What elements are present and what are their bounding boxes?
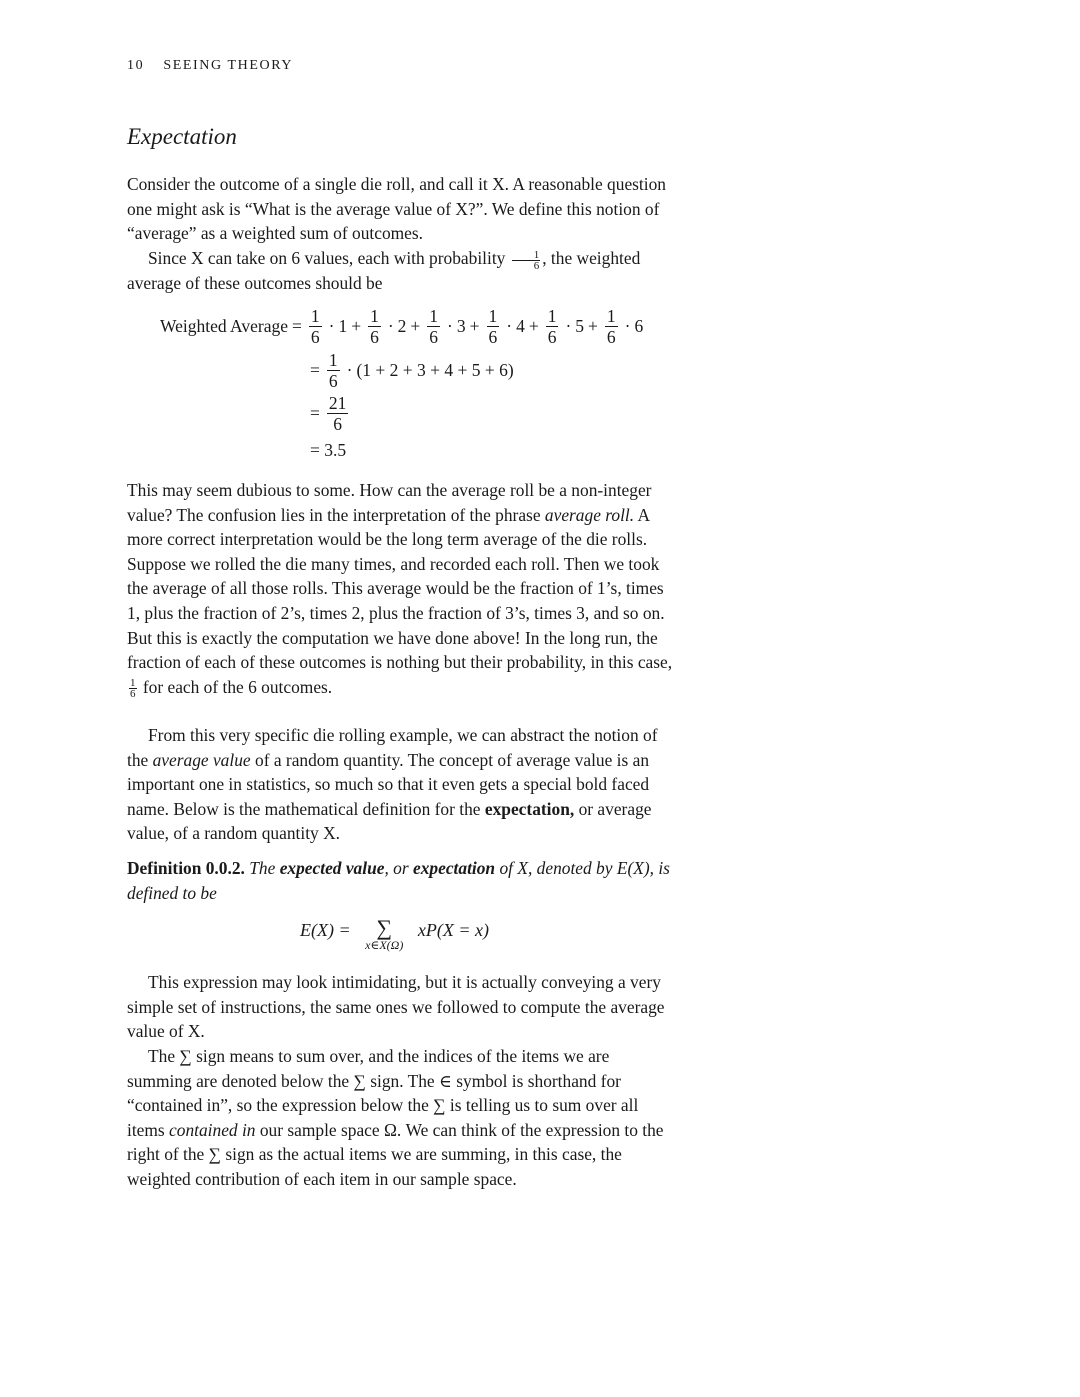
paragraph-interpretation (127, 478, 675, 699)
term-fraction (309, 306, 322, 347)
fraction-numerator: 1 (328, 350, 338, 370)
fraction-numerator: 21 (328, 393, 347, 413)
paragraph-probability-text-a: Since X can take on 6 values, each with probability (148, 248, 506, 268)
plus-sign: + (588, 316, 598, 336)
multiply-dot: · (328, 316, 335, 336)
fraction-denominator: 6 (328, 371, 338, 391)
fraction-denominator: 6 (606, 327, 616, 347)
equation-row-2-sum: (1 + 2 + 3 + 4 + 5 + 6) (356, 360, 514, 380)
paragraph-interpretation-text-b: A more correct interpretation would be the long term average of the die rolls. Suppose we rolled the die many times, and recorded each roll. Then we took the average of all those rolls. This average would be the fraction of 1’s, times 1, plus the fraction of 2’s, times 2, plus the fraction of 3’s, times 3, and so on. But this is exactly the computation we have done above! In the long run, the fraction of each of these outcomes is nothing but their probability, in this case, (127, 504, 673, 673)
equation-row-2: = $\frac{1}{6}$ · (1 + 2 + 3 + 4 + 5 + 6) (310, 350, 514, 391)
running-head (127, 58, 293, 74)
inline-fraction-denominator: 6 (130, 688, 136, 701)
summation (365, 915, 404, 952)
term-value: 5 (575, 316, 585, 336)
multiply-dot: · (447, 316, 453, 336)
inline-fraction-numerator: 1 (512, 250, 541, 261)
fraction-numerator: 1 (370, 306, 379, 326)
term-fraction (487, 306, 500, 347)
definition-term-expectation: expectation (413, 858, 496, 878)
fraction-denominator: 6 (333, 414, 342, 434)
term-fraction (427, 306, 440, 347)
fraction-numerator: 1 (547, 306, 557, 326)
inline-fraction (129, 678, 137, 699)
equation-row-4 (310, 440, 346, 461)
expectation-lhs: E(X) = (300, 920, 351, 940)
fraction-denominator: 6 (547, 327, 557, 347)
paragraph-abstraction-text-c: or average value, of a random quantity X. (127, 798, 652, 844)
paragraph-probability (127, 246, 675, 295)
equation-row-2-fraction (327, 350, 340, 391)
paragraph-sigma (127, 1044, 675, 1192)
equation-row-3: = $\frac{21}{6}$ (310, 393, 347, 434)
equation-row-1-terms (306, 306, 643, 347)
plus-sign: + (351, 316, 362, 336)
paragraph-abstraction (127, 723, 675, 846)
equation-row-3-fraction (327, 393, 349, 434)
paragraph-explanation: This expression may look intimidating, but it is actually conveying a very simple set of instructions, the same ones we followed to compute the average value of X. (127, 972, 665, 1042)
fraction-denominator: 6 (488, 327, 498, 347)
plus-sign: + (410, 316, 421, 336)
paragraph-probability-text-b: , the weighted average of these outcomes should be (127, 248, 641, 293)
equation-result: = 3.5 (310, 440, 347, 460)
summation-index: x∈X(Ω) (365, 938, 404, 952)
paragraph-intro: Consider the outcome of a single die roll, and call it X. A reasonable question one might ask is “What is the average value of X?”. We define this notion of “average” as a weighted sum of outcomes. (127, 174, 666, 244)
definition-label: Definition 0.0.2. (127, 858, 245, 878)
definition-term-expected-value: expected value (279, 858, 385, 878)
term-expectation: expectation, (484, 798, 575, 819)
book-title: SEEING THEORY (163, 58, 294, 73)
paragraph-abstraction-text-a: From this very specific die rolling example, we can abstract the notion of the (127, 725, 658, 770)
definition-text-b: , or (384, 858, 409, 878)
definition-text-a: The (249, 858, 276, 878)
expectation-rhs: xP(X = x) (417, 920, 489, 940)
term-value: 2 (397, 316, 407, 336)
term-value: 4 (516, 316, 525, 336)
term-average-value: average value (152, 749, 251, 770)
multiply-dot: · (506, 316, 513, 336)
fraction-denominator: 6 (370, 327, 379, 347)
definition-text-c: of X, denoted by E(X), is defined to be (127, 858, 670, 903)
term-fraction (368, 306, 381, 347)
plus-sign: + (469, 316, 480, 336)
term-average-roll: average roll. (544, 504, 635, 525)
term-value: 1 (338, 316, 348, 336)
fraction-numerator: 1 (310, 306, 320, 326)
paragraph-sigma-text-b: our sample space Ω. We can think of the expression to the right of the ∑ sign as the actual items we are summing, in this case, the weighted contribution of each item in our sample space. (127, 1119, 664, 1189)
multiply-dot: · (565, 316, 572, 336)
equation-lhs: Weighted Average (160, 316, 289, 336)
inline-fraction (512, 250, 541, 271)
inline-fraction-denominator: 6 (533, 259, 540, 272)
paragraph-interpretation-text-c: for each of the 6 outcomes. (142, 676, 333, 697)
fraction-numerator: 1 (488, 306, 498, 326)
term-value: 6 (634, 316, 644, 336)
paragraph-sigma-text-a: The ∑ sign means to sum over, and the indices of the items we are summing are denoted below the ∑ sign. The ∈ symbol is shorthand for “contained in”, so the expression below the ∑ is telling us to sum over all items (127, 1046, 639, 1140)
definition-block (127, 856, 675, 905)
plus-sign: + (528, 316, 539, 336)
equation-row-1: Weighted Average = $\frac{1}{6}$ · 1 + $\frac{1}{6}$ · 2 + $\frac{1}{6}$ · 3 + $\frac{1}{6}$ · 4 + $\frac{1}{6}$ · 5 + $\frac{1}{6}$ · 6 (160, 306, 644, 347)
term-fraction (546, 306, 559, 347)
fraction-denominator: 6 (310, 327, 320, 347)
term-fraction (605, 306, 618, 347)
multiply-dot: · (624, 316, 631, 336)
section-title: Expectation (127, 124, 237, 149)
expectation-formula (300, 915, 489, 952)
inline-fraction-numerator: 1 (130, 677, 136, 690)
term-contained-in: contained in (169, 1119, 256, 1140)
paragraph-interpretation-text-a: This may seem dubious to some. How can the average roll be a non-integer value? The confusion lies in the interpretation of the phrase (127, 480, 652, 525)
term-value: 3 (456, 316, 466, 336)
page-number: 10 (127, 58, 145, 73)
multiply-dot: · (387, 316, 394, 336)
sigma-symbol: ∑ (376, 915, 393, 940)
fraction-numerator: 1 (429, 306, 439, 326)
fraction-numerator: 1 (606, 306, 616, 326)
paragraph-abstraction-text-b: of a random quantity. The concept of average value is an important one in statistics, so much so that it even gets a special bold faced name. Below is the mathematical definition for the (127, 749, 650, 819)
fraction-denominator: 6 (429, 327, 439, 347)
